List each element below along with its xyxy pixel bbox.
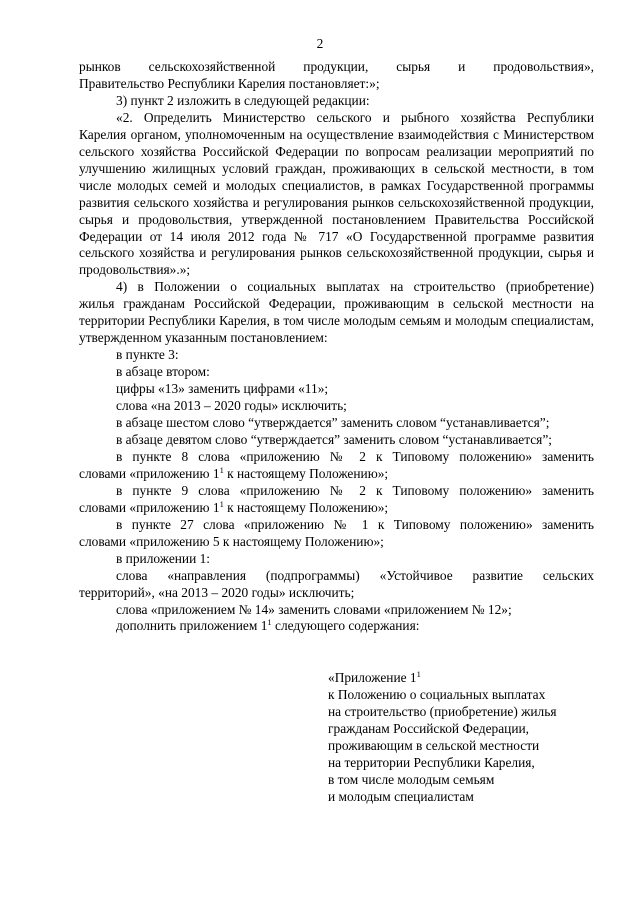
text-line: рынков сельскохозяйственной продукции, сырья и продовольствия», [79, 59, 594, 74]
amendment-line: словами «приложению 5 к настоящему Положению»; [79, 533, 384, 549]
item-4-first-line: 4) в Положении о социальных выплатах на строительство (приобретение) [116, 279, 594, 295]
amendment-line: в пункте 9 слова «приложению № 2 к Типовому положению» заменить [116, 482, 594, 498]
document-body [79, 59, 594, 635]
text-line: Правительство Республики Карелия постановляет:»; [79, 75, 380, 91]
amendment-line: в абзаце девятом слово “утверждается” заменить словом “устанавливается”; [116, 431, 553, 447]
superscript: 1 [416, 669, 421, 679]
appendix-line: на строительство (приобретение) жилья [328, 703, 557, 719]
appendix-line: к Положению о социальных выплатах [328, 686, 546, 702]
amendment-line: в пункте 27 слова «приложению № 1 к Типовому положению» заменить [116, 516, 594, 532]
amendment-line: слова «направления (подпрограммы) «Устойчивое развитие сельских [116, 567, 594, 583]
appendix-title: «Приложение $1^1$ [328, 669, 421, 685]
amendment-line: дополнить приложением $1^1$ следующего содержания: [116, 617, 420, 634]
amendment-line: территорий», «на 2013 – 2020 годы» исключить; [79, 584, 355, 600]
amendment-line: словами «приложению $1^1$ к настоящему Положению»; [79, 498, 389, 515]
appendix-line: проживающим в сельской местности [328, 737, 540, 753]
amendment-line: слова «на 2013 – 2020 годы» исключить; [116, 398, 347, 414]
appendix-line: на территории Республики Карелия, [328, 754, 535, 770]
appendix-header [328, 670, 608, 806]
item-3: 3) пункт 2 изложить в следующей редакции: [116, 92, 370, 108]
amendment-line: в абзаце шестом слово “утверждается” заменить словом “устанавливается”; [116, 415, 550, 431]
page-number: 2 [316, 36, 324, 51]
amendment-line: в пункте 8 слова «приложению № 2 к Типовому положению» заменить [116, 448, 594, 464]
appendix-lines [328, 687, 608, 806]
amendment-line: словами «приложению $1^1$ к настоящему Положению»; [79, 464, 389, 481]
appendix-line: гражданам Российской Федерации, [328, 720, 529, 736]
superscript: 1 [267, 617, 272, 628]
quote-item-2-text: Карелия органом, уполномоченным на осуществление взаимодействия с Министерством сельского хозяйства Российской Федерации по вопросам реализации мероприятий по улучшению жилищных условий граждан, проживающих в сельской местности, в том числе молодых семей и молодых специалистов, в рамках Государственной программы развития сельского хозяйства и регулирования рынков сельскохозяйственной продукции, сырья и продовольствия, утвержденной постановлением Правительства Российской Федерации от 14 июля 2012 года № 717 «О Государственной программе развития сельского хозяйства и регулирования рынков сельскохозяйственной продукции, сырья и продовольствия».»; [79, 126, 594, 278]
amendment-line: в пункте 3: [116, 347, 179, 363]
superscript: 1 [219, 464, 224, 475]
superscript: 1 [219, 498, 224, 509]
amendment-line: в приложении 1: [116, 550, 211, 566]
amendment-line: в абзаце втором: [116, 364, 210, 380]
amendment-line: цифры «13» заменить цифрами «11»; [116, 381, 329, 397]
amendment-line: слова «приложением № 14» заменить словами «приложением № 12»; [116, 601, 512, 617]
quote-item-2-first-line: «2. Определить Министерство сельского и рыбного хозяйства Республики [116, 109, 594, 125]
appendix-line: в том числе молодым семьям [328, 771, 495, 787]
appendix-line: и молодым специалистам [328, 788, 474, 804]
item-4-text: жилья гражданам Российской Федерации, проживающим в сельской местности на территории Республики Карелия, в том числе молодым семьям и молодым специалистам, утвержденном указанным постановлением: [79, 296, 594, 346]
